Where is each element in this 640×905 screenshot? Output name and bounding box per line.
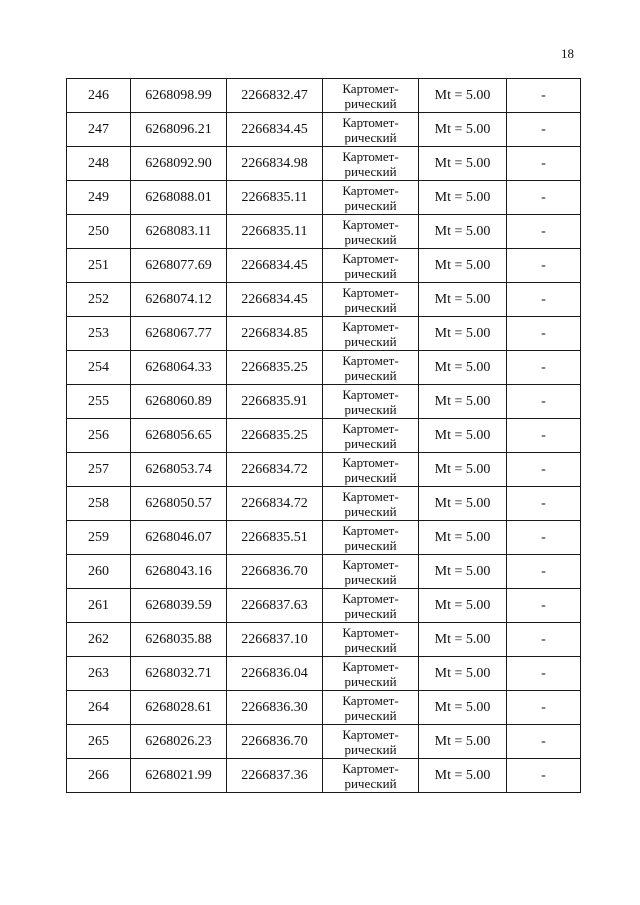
method-cell <box>323 419 419 453</box>
description-cell: - <box>507 249 581 283</box>
x-coordinate-cell: 6268021.99 <box>131 759 227 793</box>
point-number-cell: 259 <box>67 521 131 555</box>
y-coordinate-cell: 2266834.45 <box>227 113 323 147</box>
coordinates-table <box>66 78 581 793</box>
description-cell: - <box>507 589 581 623</box>
point-number-cell: 266 <box>67 759 131 793</box>
y-coordinate-cell: 2266835.11 <box>227 181 323 215</box>
method-text-line-1: Картомет- <box>342 352 399 368</box>
method-text-line-1: Картомет- <box>342 80 399 96</box>
method-cell <box>323 351 419 385</box>
point-number-cell: 256 <box>67 419 131 453</box>
y-coordinate-cell: 2266832.47 <box>227 79 323 113</box>
method-text-line-2: рический <box>344 435 397 451</box>
y-coordinate-cell: 2266835.91 <box>227 385 323 419</box>
x-coordinate-cell: 6268026.23 <box>131 725 227 759</box>
x-coordinate-cell: 6268056.65 <box>131 419 227 453</box>
y-coordinate-cell: 2266837.63 <box>227 589 323 623</box>
accuracy-cell: Mt = 5.00 <box>419 759 507 793</box>
point-number-cell: 247 <box>67 113 131 147</box>
description-cell: - <box>507 79 581 113</box>
x-coordinate-cell: 6268098.99 <box>131 79 227 113</box>
method-text-line-1: Картомет- <box>342 692 399 708</box>
method-text-line-1: Картомет- <box>342 148 399 164</box>
x-coordinate-cell: 6268060.89 <box>131 385 227 419</box>
table-row <box>67 147 581 181</box>
method-text-line-2: рический <box>344 95 397 111</box>
description-cell: - <box>507 555 581 589</box>
table-row <box>67 215 581 249</box>
method-cell <box>323 623 419 657</box>
point-number-cell: 253 <box>67 317 131 351</box>
table-row <box>67 79 581 113</box>
table-row <box>67 521 581 555</box>
description-cell: - <box>507 317 581 351</box>
y-coordinate-cell: 2266836.70 <box>227 555 323 589</box>
table-row <box>67 759 581 793</box>
coordinates-table-body <box>67 79 581 793</box>
point-number-cell: 252 <box>67 283 131 317</box>
description-cell: - <box>507 487 581 521</box>
y-coordinate-cell: 2266837.36 <box>227 759 323 793</box>
accuracy-cell: Mt = 5.00 <box>419 79 507 113</box>
method-text-line-2: рический <box>344 401 397 417</box>
x-coordinate-cell: 6268088.01 <box>131 181 227 215</box>
method-text-line-1: Картомет- <box>342 454 399 470</box>
point-number-cell: 264 <box>67 691 131 725</box>
table-row <box>67 317 581 351</box>
x-coordinate-cell: 6268046.07 <box>131 521 227 555</box>
y-coordinate-cell: 2266836.04 <box>227 657 323 691</box>
point-number-cell: 258 <box>67 487 131 521</box>
table-row <box>67 589 581 623</box>
accuracy-cell: Mt = 5.00 <box>419 283 507 317</box>
method-text-line-2: рический <box>344 605 397 621</box>
x-coordinate-cell: 6268028.61 <box>131 691 227 725</box>
accuracy-cell: Mt = 5.00 <box>419 623 507 657</box>
accuracy-cell: Mt = 5.00 <box>419 657 507 691</box>
point-number-cell: 254 <box>67 351 131 385</box>
accuracy-cell: Mt = 5.00 <box>419 555 507 589</box>
table-row <box>67 113 581 147</box>
method-cell <box>323 487 419 521</box>
method-cell <box>323 385 419 419</box>
method-text-line-2: рический <box>344 367 397 383</box>
method-text-line-2: рический <box>344 775 397 791</box>
accuracy-cell: Mt = 5.00 <box>419 419 507 453</box>
x-coordinate-cell: 6268032.71 <box>131 657 227 691</box>
method-cell <box>323 79 419 113</box>
table-row <box>67 725 581 759</box>
accuracy-cell: Mt = 5.00 <box>419 249 507 283</box>
method-text-line-2: рический <box>344 333 397 349</box>
method-text-line-1: Картомет- <box>342 522 399 538</box>
method-cell <box>323 181 419 215</box>
y-coordinate-cell: 2266835.51 <box>227 521 323 555</box>
method-text-line-2: рический <box>344 537 397 553</box>
x-coordinate-cell: 6268077.69 <box>131 249 227 283</box>
accuracy-cell: Mt = 5.00 <box>419 113 507 147</box>
y-coordinate-cell: 2266835.25 <box>227 419 323 453</box>
method-text-line-2: рический <box>344 639 397 655</box>
description-cell: - <box>507 623 581 657</box>
x-coordinate-cell: 6268039.59 <box>131 589 227 623</box>
y-coordinate-cell: 2266834.45 <box>227 283 323 317</box>
method-text-line-2: рический <box>344 299 397 315</box>
method-cell <box>323 589 419 623</box>
method-text-line-1: Картомет- <box>342 216 399 232</box>
method-text-line-1: Картомет- <box>342 284 399 300</box>
method-text-line-1: Картомет- <box>342 488 399 504</box>
description-cell: - <box>507 759 581 793</box>
method-text-line-1: Картомет- <box>342 318 399 334</box>
description-cell: - <box>507 215 581 249</box>
point-number-cell: 265 <box>67 725 131 759</box>
method-text-line-2: рический <box>344 163 397 179</box>
y-coordinate-cell: 2266835.25 <box>227 351 323 385</box>
accuracy-cell: Mt = 5.00 <box>419 147 507 181</box>
method-cell <box>323 317 419 351</box>
y-coordinate-cell: 2266834.72 <box>227 487 323 521</box>
accuracy-cell: Mt = 5.00 <box>419 215 507 249</box>
method-cell <box>323 725 419 759</box>
point-number-cell: 263 <box>67 657 131 691</box>
accuracy-cell: Mt = 5.00 <box>419 453 507 487</box>
description-cell: - <box>507 181 581 215</box>
method-cell <box>323 215 419 249</box>
x-coordinate-cell: 6268092.90 <box>131 147 227 181</box>
page-number: 18 <box>561 46 574 61</box>
method-text-line-2: рический <box>344 673 397 689</box>
point-number-cell: 249 <box>67 181 131 215</box>
table-row <box>67 487 581 521</box>
point-number-cell: 255 <box>67 385 131 419</box>
method-text-line-1: Картомет- <box>342 182 399 198</box>
method-cell <box>323 283 419 317</box>
method-text-line-1: Картомет- <box>342 420 399 436</box>
table-row <box>67 555 581 589</box>
accuracy-cell: Mt = 5.00 <box>419 181 507 215</box>
description-cell: - <box>507 113 581 147</box>
x-coordinate-cell: 6268035.88 <box>131 623 227 657</box>
x-coordinate-cell: 6268074.12 <box>131 283 227 317</box>
method-text-line-2: рический <box>344 265 397 281</box>
method-cell <box>323 113 419 147</box>
accuracy-cell: Mt = 5.00 <box>419 351 507 385</box>
method-text-line-1: Картомет- <box>342 250 399 266</box>
accuracy-cell: Mt = 5.00 <box>419 725 507 759</box>
x-coordinate-cell: 6268050.57 <box>131 487 227 521</box>
method-cell <box>323 691 419 725</box>
method-cell <box>323 147 419 181</box>
description-cell: - <box>507 351 581 385</box>
method-text-line-2: рический <box>344 231 397 247</box>
method-cell <box>323 453 419 487</box>
y-coordinate-cell: 2266836.70 <box>227 725 323 759</box>
point-number-cell: 246 <box>67 79 131 113</box>
table-row <box>67 181 581 215</box>
point-number-cell: 251 <box>67 249 131 283</box>
y-coordinate-cell: 2266835.11 <box>227 215 323 249</box>
description-cell: - <box>507 725 581 759</box>
x-coordinate-cell: 6268043.16 <box>131 555 227 589</box>
method-text-line-1: Картомет- <box>342 726 399 742</box>
table-row <box>67 419 581 453</box>
accuracy-cell: Mt = 5.00 <box>419 317 507 351</box>
y-coordinate-cell: 2266834.98 <box>227 147 323 181</box>
description-cell: - <box>507 521 581 555</box>
description-cell: - <box>507 691 581 725</box>
accuracy-cell: Mt = 5.00 <box>419 385 507 419</box>
x-coordinate-cell: 6268096.21 <box>131 113 227 147</box>
y-coordinate-cell: 2266834.45 <box>227 249 323 283</box>
y-coordinate-cell: 2266834.72 <box>227 453 323 487</box>
method-text-line-2: рический <box>344 197 397 213</box>
method-cell <box>323 521 419 555</box>
table-row <box>67 351 581 385</box>
method-text-line-1: Картомет- <box>342 114 399 130</box>
method-text-line-1: Картомет- <box>342 386 399 402</box>
method-text-line-2: рический <box>344 469 397 485</box>
point-number-cell: 257 <box>67 453 131 487</box>
method-text-line-1: Картомет- <box>342 624 399 640</box>
x-coordinate-cell: 6268083.11 <box>131 215 227 249</box>
method-text-line-1: Картомет- <box>342 556 399 572</box>
method-text-line-2: рический <box>344 503 397 519</box>
method-cell <box>323 759 419 793</box>
accuracy-cell: Mt = 5.00 <box>419 487 507 521</box>
description-cell: - <box>507 385 581 419</box>
method-cell <box>323 249 419 283</box>
table-row <box>67 623 581 657</box>
point-number-cell: 248 <box>67 147 131 181</box>
method-text-line-2: рический <box>344 707 397 723</box>
y-coordinate-cell: 2266837.10 <box>227 623 323 657</box>
method-text-line-2: рический <box>344 129 397 145</box>
x-coordinate-cell: 6268064.33 <box>131 351 227 385</box>
method-text-line-1: Картомет- <box>342 760 399 776</box>
method-text-line-2: рический <box>344 571 397 587</box>
table-row <box>67 691 581 725</box>
method-text-line-2: рический <box>344 741 397 757</box>
description-cell: - <box>507 657 581 691</box>
y-coordinate-cell: 2266834.85 <box>227 317 323 351</box>
accuracy-cell: Mt = 5.00 <box>419 589 507 623</box>
table-row <box>67 283 581 317</box>
point-number-cell: 261 <box>67 589 131 623</box>
x-coordinate-cell: 6268067.77 <box>131 317 227 351</box>
description-cell: - <box>507 147 581 181</box>
table-row <box>67 385 581 419</box>
point-number-cell: 260 <box>67 555 131 589</box>
table-row <box>67 657 581 691</box>
point-number-cell: 262 <box>67 623 131 657</box>
method-text-line-1: Картомет- <box>342 658 399 674</box>
accuracy-cell: Mt = 5.00 <box>419 691 507 725</box>
description-cell: - <box>507 419 581 453</box>
table-row <box>67 249 581 283</box>
method-cell <box>323 555 419 589</box>
x-coordinate-cell: 6268053.74 <box>131 453 227 487</box>
description-cell: - <box>507 453 581 487</box>
method-text-line-1: Картомет- <box>342 590 399 606</box>
method-cell <box>323 657 419 691</box>
table-row <box>67 453 581 487</box>
description-cell: - <box>507 283 581 317</box>
accuracy-cell: Mt = 5.00 <box>419 521 507 555</box>
y-coordinate-cell: 2266836.30 <box>227 691 323 725</box>
point-number-cell: 250 <box>67 215 131 249</box>
